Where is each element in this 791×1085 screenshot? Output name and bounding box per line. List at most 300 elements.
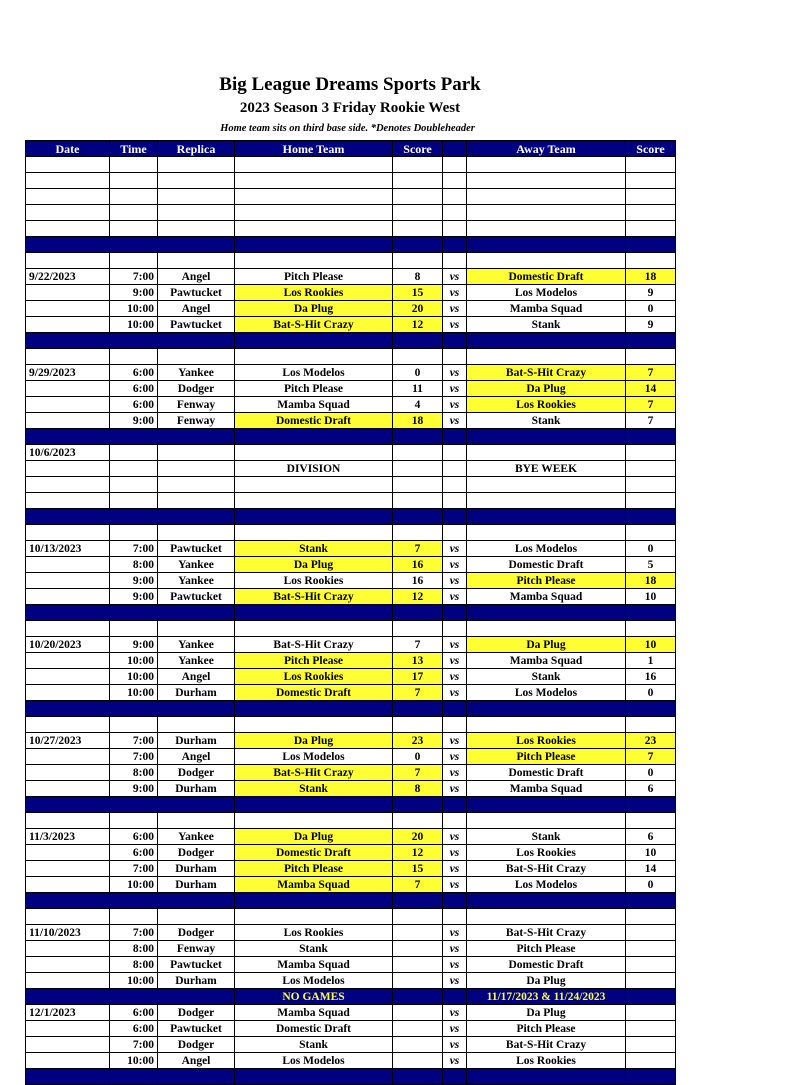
away-team-cell: Pitch Please (467, 1021, 626, 1037)
home-team-cell (235, 157, 393, 173)
time-cell: 7:00 (110, 541, 158, 557)
time-cell: 9:00 (110, 589, 158, 605)
away-score-cell (626, 1037, 676, 1053)
home-team-cell (235, 509, 393, 525)
home-score-cell: 8 (393, 269, 443, 285)
game-row (26, 557, 676, 573)
away-team-cell (467, 237, 626, 253)
game-row (26, 733, 676, 749)
away-score-cell (626, 797, 676, 813)
date-cell (26, 845, 110, 861)
away-score-cell: 6 (626, 829, 676, 845)
away-score-cell (626, 173, 676, 189)
time-cell (110, 813, 158, 829)
time-cell: 10:00 (110, 1053, 158, 1069)
date-cell (26, 573, 110, 589)
replica-cell (158, 189, 235, 205)
blank-row (26, 493, 676, 509)
page-title: Big League Dreams Sports Park (219, 74, 481, 95)
date-cell (26, 605, 110, 621)
time-cell: 7:00 (110, 925, 158, 941)
time-cell: 6:00 (110, 365, 158, 381)
away-team-cell: Los Modelos (467, 877, 626, 893)
vs-cell (443, 237, 467, 253)
vs-cell: vs (443, 925, 467, 941)
time-cell: 8:00 (110, 557, 158, 573)
replica-cell (158, 893, 235, 909)
date-cell (26, 765, 110, 781)
home-team-cell (235, 909, 393, 925)
vs-cell: vs (443, 557, 467, 573)
replica-cell (158, 717, 235, 733)
away-team-cell (467, 173, 626, 189)
home-score-cell (393, 1053, 443, 1069)
home-score-cell (393, 461, 443, 477)
away-team-cell: Domestic Draft (467, 765, 626, 781)
time-cell (110, 1069, 158, 1085)
away-team-cell: Stank (467, 829, 626, 845)
date-cell (26, 957, 110, 973)
away-team-cell: Da Plug (467, 1005, 626, 1021)
away-team-cell: Da Plug (467, 637, 626, 653)
time-cell (110, 461, 158, 477)
home-team-cell: Mamba Squad (235, 957, 393, 973)
replica-cell (158, 813, 235, 829)
vs-cell (443, 189, 467, 205)
date-cell: 10/6/2023 (26, 445, 110, 461)
vs-cell (443, 701, 467, 717)
time-cell: 10:00 (110, 669, 158, 685)
time-cell: 6:00 (110, 845, 158, 861)
time-cell (110, 237, 158, 253)
vs-cell: vs (443, 1005, 467, 1021)
vs-cell: vs (443, 957, 467, 973)
time-cell: 10:00 (110, 653, 158, 669)
game-row (26, 829, 676, 845)
game-row (26, 589, 676, 605)
week-divider-row (26, 1069, 676, 1085)
home-score-cell (393, 221, 443, 237)
home-score-cell (393, 205, 443, 221)
home-score-cell (393, 509, 443, 525)
home-team-cell: Mamba Squad (235, 877, 393, 893)
replica-cell (158, 253, 235, 269)
home-score-cell: 12 (393, 317, 443, 333)
home-score-cell (393, 429, 443, 445)
home-score-cell (393, 973, 443, 989)
away-score-cell (626, 333, 676, 349)
vs-cell: vs (443, 317, 467, 333)
page-subtitle: 2023 Season 3 Friday Rookie West (239, 100, 461, 116)
away-score-cell (626, 157, 676, 173)
away-team-cell (467, 205, 626, 221)
home-score-cell: 7 (393, 637, 443, 653)
time-cell (110, 253, 158, 269)
time-cell (110, 989, 158, 1005)
date-cell (26, 973, 110, 989)
game-row (26, 973, 676, 989)
time-cell (110, 493, 158, 509)
replica-cell (158, 221, 235, 237)
away-team-cell: Bat-S-Hit Crazy (467, 1037, 626, 1053)
away-team-cell: Da Plug (467, 973, 626, 989)
time-cell: 7:00 (110, 861, 158, 877)
home-score-cell (393, 925, 443, 941)
vs-cell: vs (443, 269, 467, 285)
away-team-cell (467, 605, 626, 621)
vs-cell (443, 349, 467, 365)
replica-cell: Angel (158, 301, 235, 317)
home-team-cell: Los Modelos (235, 1053, 393, 1069)
game-row (26, 1053, 676, 1069)
time-cell (110, 605, 158, 621)
away-score-cell: 7 (626, 413, 676, 429)
replica-cell: Durham (158, 733, 235, 749)
replica-cell (158, 173, 235, 189)
time-cell: 7:00 (110, 733, 158, 749)
vs-cell: vs (443, 1053, 467, 1069)
replica-cell: Angel (158, 269, 235, 285)
away-score-cell: 10 (626, 589, 676, 605)
blank-row (26, 717, 676, 733)
replica-cell: Fenway (158, 941, 235, 957)
vs-cell: vs (443, 1021, 467, 1037)
week-divider-row (26, 701, 676, 717)
home-team-cell: Da Plug (235, 733, 393, 749)
away-score-cell (626, 189, 676, 205)
time-cell (110, 909, 158, 925)
away-score-cell (626, 477, 676, 493)
time-cell (110, 509, 158, 525)
date-cell (26, 493, 110, 509)
away-score-cell (626, 941, 676, 957)
home-score-cell (393, 525, 443, 541)
replica-cell: Dodger (158, 381, 235, 397)
time-cell (110, 797, 158, 813)
home-score-cell: 7 (393, 877, 443, 893)
home-team-cell: Stank (235, 781, 393, 797)
date-cell (26, 221, 110, 237)
blank-row (26, 349, 676, 365)
away-score-cell: 6 (626, 781, 676, 797)
date-cell (26, 669, 110, 685)
away-score-cell (626, 205, 676, 221)
home-team-cell: Los Rookies (235, 573, 393, 589)
game-row (26, 541, 676, 557)
vs-cell (443, 1069, 467, 1085)
date-cell (26, 749, 110, 765)
away-score-cell: 7 (626, 365, 676, 381)
date-cell (26, 685, 110, 701)
replica-cell: Angel (158, 669, 235, 685)
replica-cell: Pawtucket (158, 541, 235, 557)
vs-cell (443, 605, 467, 621)
away-score-cell (626, 461, 676, 477)
date-cell (26, 317, 110, 333)
vs-cell (443, 445, 467, 461)
home-team-cell (235, 253, 393, 269)
home-score-cell: 0 (393, 749, 443, 765)
replica-cell: Pawtucket (158, 589, 235, 605)
time-cell: 9:00 (110, 285, 158, 301)
date-cell (26, 893, 110, 909)
home-score-cell (393, 989, 443, 1005)
home-score-cell: 15 (393, 861, 443, 877)
away-score-cell: 14 (626, 861, 676, 877)
home-score-cell (393, 1021, 443, 1037)
away-score-cell (626, 349, 676, 365)
game-row (26, 957, 676, 973)
away-score-cell: 9 (626, 317, 676, 333)
game-row (26, 653, 676, 669)
game-row (26, 573, 676, 589)
date-cell (26, 397, 110, 413)
replica-cell (158, 509, 235, 525)
home-team-cell: Stank (235, 541, 393, 557)
col-header-date: Date (26, 141, 110, 157)
away-score-cell (626, 1053, 676, 1069)
away-score-cell (626, 429, 676, 445)
vs-cell: vs (443, 973, 467, 989)
vs-cell: vs (443, 397, 467, 413)
away-score-cell (626, 701, 676, 717)
blank-row (26, 205, 676, 221)
home-score-cell (393, 957, 443, 973)
blank-row (26, 909, 676, 925)
away-team-cell: Bat-S-Hit Crazy (467, 861, 626, 877)
away-team-cell: Pitch Please (467, 573, 626, 589)
date-cell (26, 717, 110, 733)
home-team-cell: Pitch Please (235, 653, 393, 669)
away-score-cell (626, 925, 676, 941)
time-cell (110, 333, 158, 349)
blank-row (26, 621, 676, 637)
home-team-cell: Pitch Please (235, 269, 393, 285)
blank-row (26, 189, 676, 205)
col-header-vs (443, 141, 467, 157)
replica-cell (158, 525, 235, 541)
away-score-cell (626, 893, 676, 909)
away-score-cell: 23 (626, 733, 676, 749)
home-score-cell (393, 349, 443, 365)
away-score-cell (626, 253, 676, 269)
vs-cell (443, 477, 467, 493)
time-cell: 6:00 (110, 1005, 158, 1021)
replica-cell: Yankee (158, 829, 235, 845)
replica-cell (158, 429, 235, 445)
away-team-cell (467, 333, 626, 349)
home-team-cell (235, 493, 393, 509)
away-team-cell (467, 157, 626, 173)
away-score-cell: 14 (626, 381, 676, 397)
home-team-cell (235, 621, 393, 637)
time-cell (110, 221, 158, 237)
home-team-cell (235, 477, 393, 493)
home-score-cell (393, 701, 443, 717)
replica-cell: Angel (158, 749, 235, 765)
vs-cell (443, 157, 467, 173)
away-score-cell (626, 509, 676, 525)
replica-cell: Yankee (158, 637, 235, 653)
home-team-cell: Los Rookies (235, 925, 393, 941)
home-score-cell (393, 909, 443, 925)
date-cell (26, 253, 110, 269)
game-row (26, 1005, 676, 1021)
time-cell: 7:00 (110, 749, 158, 765)
replica-cell: Yankee (158, 573, 235, 589)
game-row (26, 317, 676, 333)
replica-cell: Durham (158, 973, 235, 989)
home-team-cell: Bat-S-Hit Crazy (235, 637, 393, 653)
away-team-cell: 11/17/2023 & 11/24/2023 (467, 989, 626, 1005)
week-divider-row (26, 333, 676, 349)
week-divider-row (26, 509, 676, 525)
time-cell (110, 189, 158, 205)
home-score-cell (393, 493, 443, 509)
home-team-cell (235, 189, 393, 205)
replica-cell (158, 349, 235, 365)
replica-cell (158, 1069, 235, 1085)
vs-cell: vs (443, 685, 467, 701)
replica-cell (158, 621, 235, 637)
away-score-cell (626, 717, 676, 733)
home-team-cell: Los Modelos (235, 973, 393, 989)
replica-cell: Pawtucket (158, 317, 235, 333)
replica-cell: Yankee (158, 365, 235, 381)
game-row (26, 301, 676, 317)
away-score-cell (626, 605, 676, 621)
home-score-cell: 20 (393, 301, 443, 317)
col-header-replica: Replica (158, 141, 235, 157)
away-team-cell (467, 429, 626, 445)
date-cell (26, 781, 110, 797)
vs-cell: vs (443, 845, 467, 861)
replica-cell: Pawtucket (158, 1021, 235, 1037)
home-score-cell (393, 333, 443, 349)
vs-cell: vs (443, 877, 467, 893)
time-cell (110, 157, 158, 173)
time-cell: 9:00 (110, 637, 158, 653)
home-score-cell: 12 (393, 845, 443, 861)
game-row (26, 381, 676, 397)
date-cell (26, 621, 110, 637)
date-cell: 9/29/2023 (26, 365, 110, 381)
vs-cell (443, 797, 467, 813)
home-score-cell (393, 189, 443, 205)
game-row (26, 941, 676, 957)
game-row (26, 1021, 676, 1037)
away-score-cell: 1 (626, 653, 676, 669)
away-score-cell (626, 525, 676, 541)
home-team-cell (235, 605, 393, 621)
vs-cell (443, 717, 467, 733)
vs-cell: vs (443, 829, 467, 845)
away-score-cell: 9 (626, 285, 676, 301)
home-score-cell: 7 (393, 541, 443, 557)
away-team-cell (467, 349, 626, 365)
home-score-cell: 17 (393, 669, 443, 685)
home-team-cell: NO GAMES (235, 989, 393, 1005)
away-score-cell (626, 445, 676, 461)
home-score-cell: 20 (393, 829, 443, 845)
home-team-cell: Domestic Draft (235, 1021, 393, 1037)
away-team-cell: Domestic Draft (467, 269, 626, 285)
home-score-cell: 18 (393, 413, 443, 429)
col-header-away-team: Away Team (467, 141, 626, 157)
home-score-cell (393, 253, 443, 269)
away-score-cell: 0 (626, 765, 676, 781)
vs-cell (443, 221, 467, 237)
replica-cell (158, 237, 235, 253)
date-cell (26, 237, 110, 253)
game-row (26, 669, 676, 685)
home-score-cell (393, 1005, 443, 1021)
away-team-cell: Stank (467, 317, 626, 333)
home-score-cell: 16 (393, 557, 443, 573)
date-cell (26, 349, 110, 365)
date-cell: 12/1/2023 (26, 1005, 110, 1021)
date-cell (26, 701, 110, 717)
home-score-cell (393, 893, 443, 909)
time-cell: 6:00 (110, 381, 158, 397)
home-team-cell (235, 333, 393, 349)
game-row (26, 445, 676, 461)
replica-cell: Yankee (158, 653, 235, 669)
date-cell (26, 861, 110, 877)
week-divider-row (26, 989, 676, 1005)
away-team-cell: Stank (467, 413, 626, 429)
vs-cell (443, 813, 467, 829)
time-cell: 10:00 (110, 877, 158, 893)
away-team-cell: Bat-S-Hit Crazy (467, 925, 626, 941)
date-cell (26, 301, 110, 317)
vs-cell (443, 173, 467, 189)
game-row (26, 637, 676, 653)
away-score-cell (626, 237, 676, 253)
replica-cell (158, 701, 235, 717)
home-score-cell: 11 (393, 381, 443, 397)
away-team-cell (467, 189, 626, 205)
home-score-cell (393, 445, 443, 461)
home-score-cell (393, 941, 443, 957)
home-score-cell: 12 (393, 589, 443, 605)
date-cell (26, 189, 110, 205)
vs-cell: vs (443, 381, 467, 397)
home-team-cell: Domestic Draft (235, 413, 393, 429)
col-header-home-team: Home Team (235, 141, 393, 157)
home-score-cell (393, 1069, 443, 1085)
home-team-cell: Mamba Squad (235, 397, 393, 413)
game-row (26, 285, 676, 301)
away-score-cell (626, 221, 676, 237)
home-score-cell (393, 621, 443, 637)
home-team-cell: Los Rookies (235, 669, 393, 685)
date-cell (26, 1069, 110, 1085)
home-score-cell: 4 (393, 397, 443, 413)
replica-cell: Angel (158, 1053, 235, 1069)
replica-cell: Fenway (158, 397, 235, 413)
replica-cell: Fenway (158, 413, 235, 429)
date-cell (26, 877, 110, 893)
time-cell: 8:00 (110, 941, 158, 957)
vs-cell: vs (443, 589, 467, 605)
time-cell (110, 429, 158, 445)
game-row (26, 397, 676, 413)
blank-row (26, 477, 676, 493)
home-score-cell (393, 813, 443, 829)
date-cell (26, 1037, 110, 1053)
date-cell (26, 909, 110, 925)
